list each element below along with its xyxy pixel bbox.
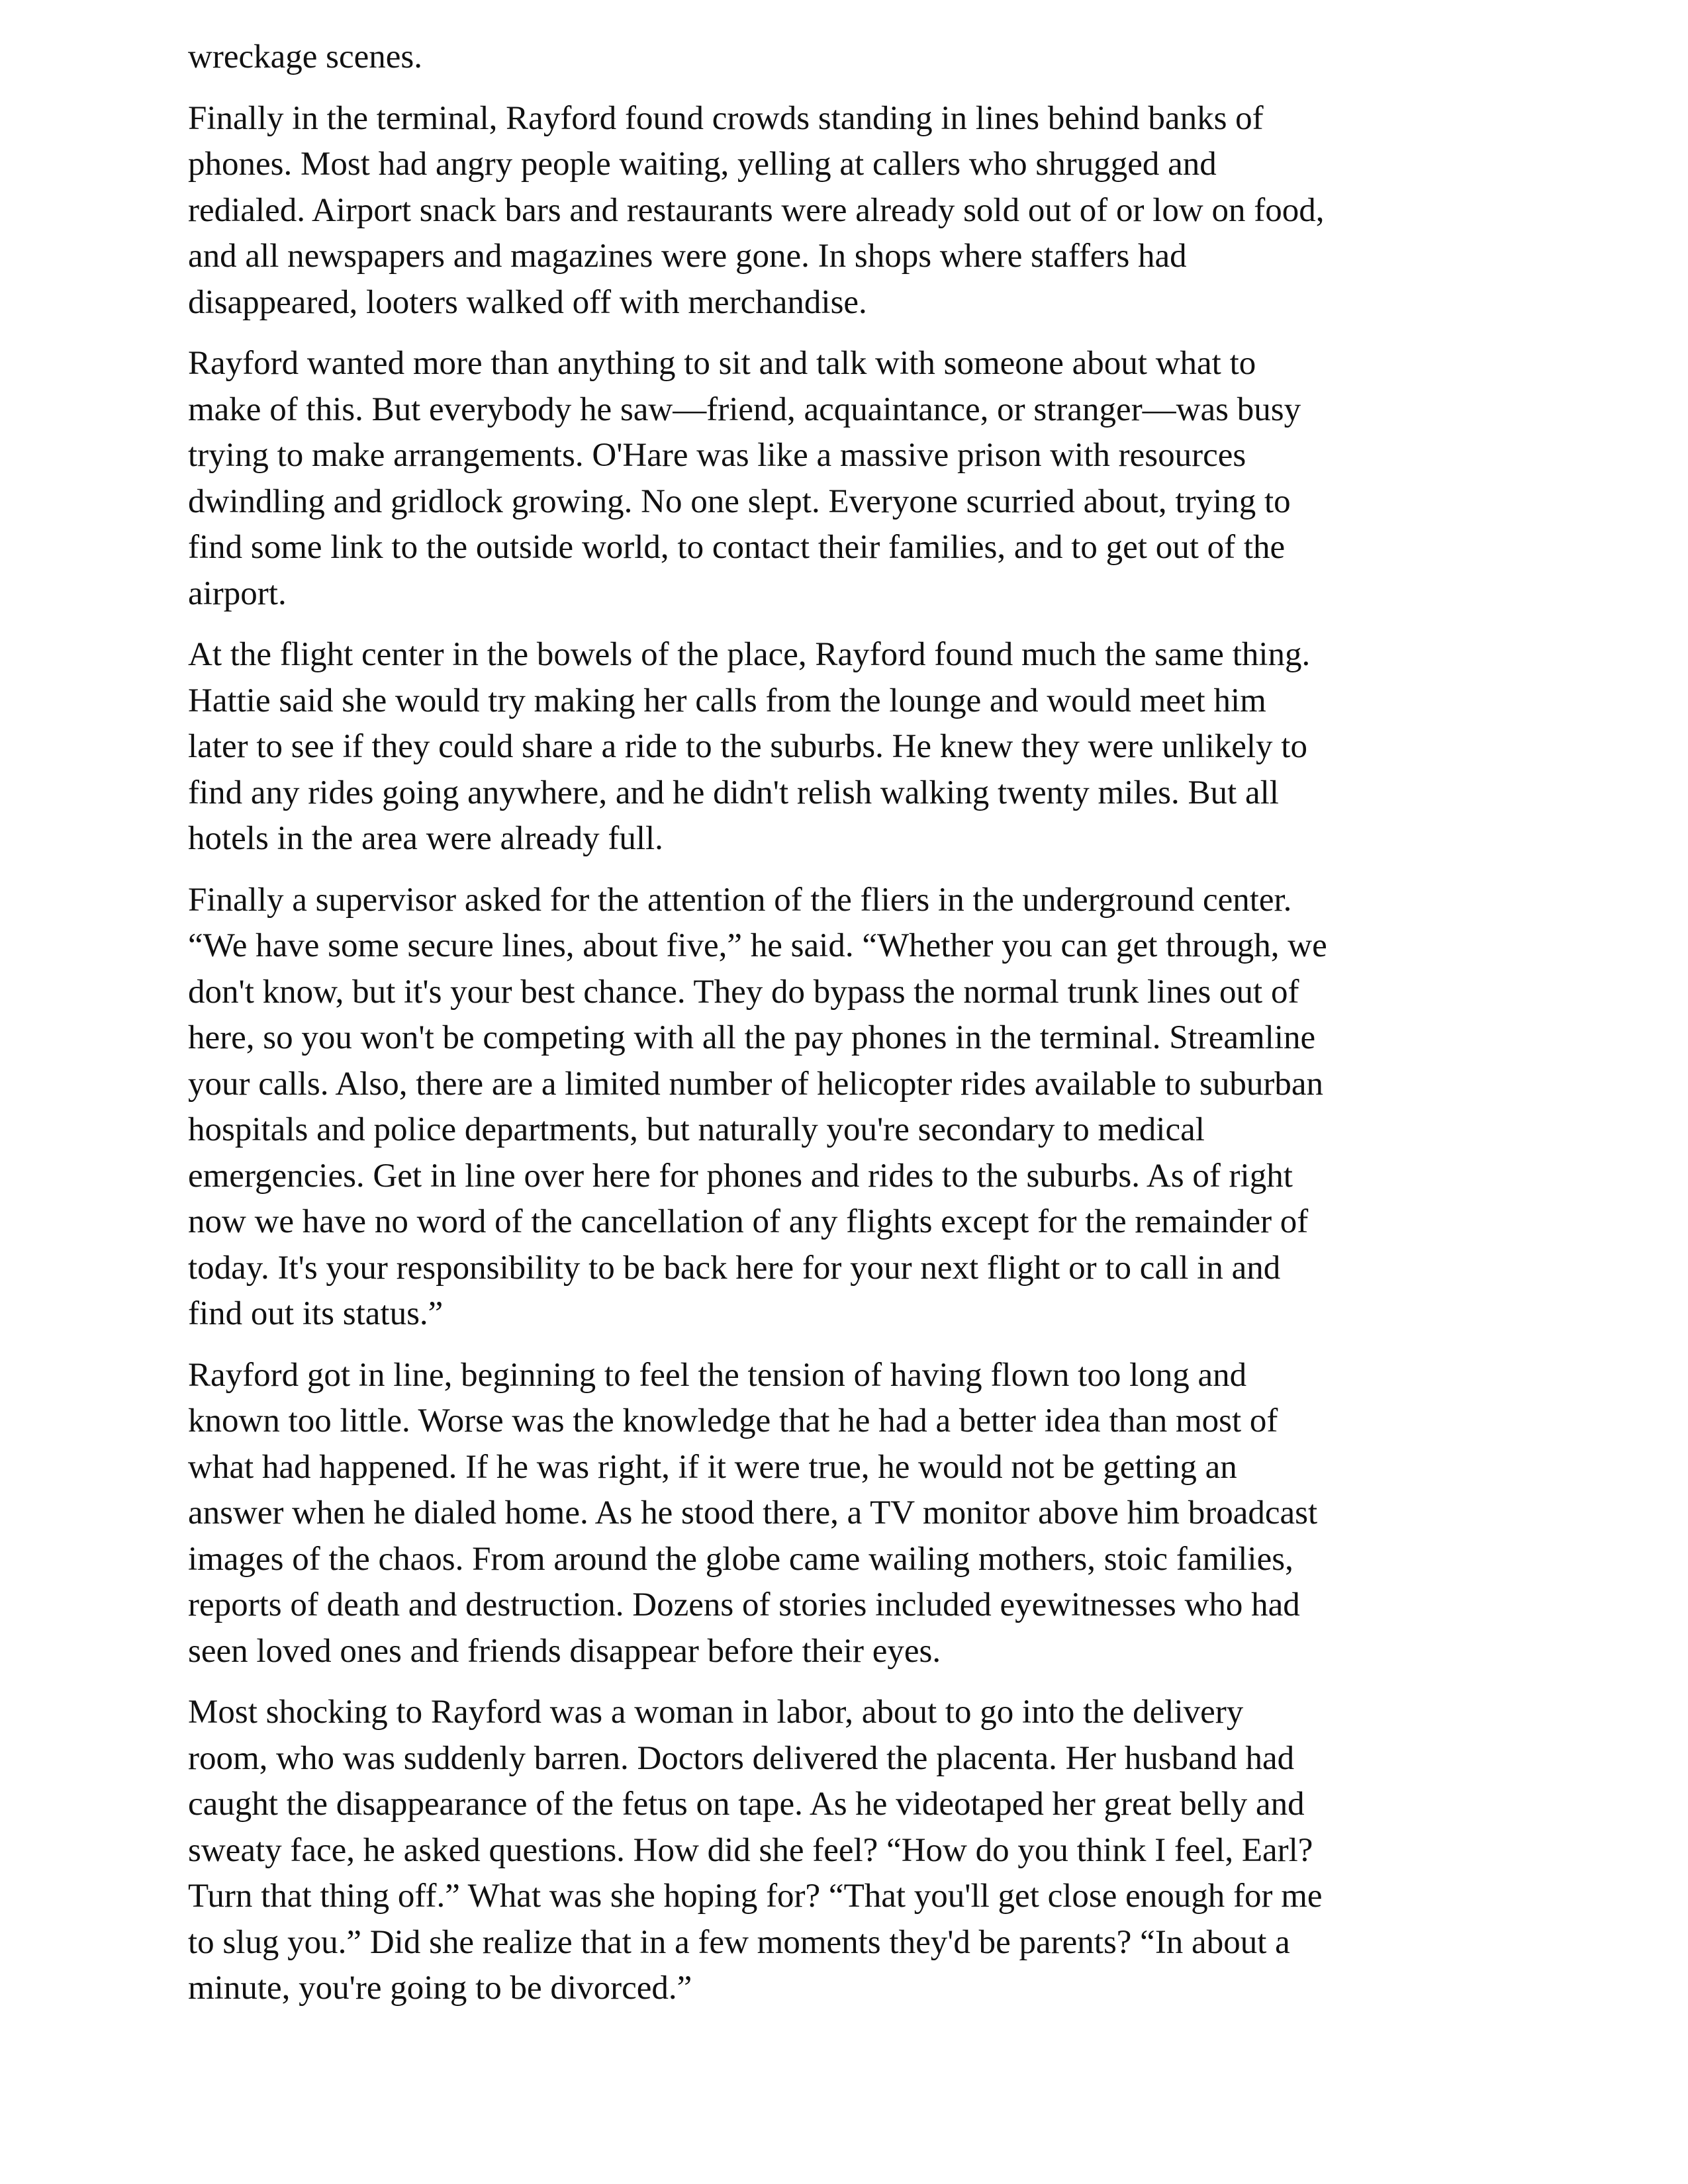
paragraph-3: Rayford wanted more than anything to sit and talk with someone about what to make of this. But everybody he saw—friend, acquaintance, or stranger—was busy trying to make arrangements. O'Hare was like a massive prison with resources dwindling and gridlock growing. No one slept. Everyone scurried about, trying to find some link to the outside world, to contact their families, and to get out of the airport. xyxy=(188,345,1301,612)
paragraph-6: Rayford got in line, beginning to feel the tension of having flown too long and known too little. Worse was the knowledge that he had a better idea than most of what had happened. If he was right, if it were true, he would not be getting an answer when he dialed home. As he stood there, a TV monitor above him broadcast images of the chaos. From around the globe came wailing mothers, stoic families, reports of death and destruction. Dozens of stories included eyewitnesses who had seen loved ones and friends disappear before their eyes. xyxy=(188,1356,1318,1670)
paragraph-4: At the flight center in the bowels of the place, Rayford found much the same thing. Hattie said she would try making her calls from the lounge and would meet him later to see if they could share a ride to the suburbs. He knew they were unlikely to find any rides going anywhere, and he didn't relish walking twenty miles. But all hotels in the area were already full. xyxy=(188,636,1311,857)
paragraph-5: Finally a supervisor asked for the attention of the fliers in the underground center. “We have some secure lines, about five,” he said. “Whether you can get through, we don't know, but it's your best chance. They do bypass the normal trunk lines out of here, so you won't be competing with all the pay phones in the terminal. Streamline your calls. Also, there are a limited number of helicopter rides available to suburban hospitals and police departments, but naturally you're secondary to medical emergencies. Get in line over here for phones and rides to the suburbs. As of right now we have no word of the cancellation of any flights except for the remainder of today. It's your responsibility to be back here for your next flight or to call in and find out its status.” xyxy=(188,881,1327,1332)
paragraph-1: wreckage scenes. xyxy=(188,38,422,75)
paragraph-2: Finally in the terminal, Rayford found crowds standing in lines behind banks of phones. Most had angry people waiting, yelling at callers who shrugged and redialed. Airport snack bars and restaurants were already sold out of or low on food, and all newspapers and magazines were gone. In shops where staffers had disappeared, looters walked off with merchandise. xyxy=(188,99,1325,321)
document-page xyxy=(188,34,1512,2027)
paragraph-7: Most shocking to Rayford was a woman in labor, about to go into the delivery room, who was suddenly barren. Doctors delivered the placenta. Her husband had caught the disappearance of the fetus on tape. As he videotaped her great belly and sweaty face, he asked questions. How did she feel? “How do you think I feel, Earl? Turn that thing off.” What was she hoping for? “That you'll get close enough for me to slug you.” Did she realize that in a few moments they'd be parents? “In about a minute, you're going to be divorced.” xyxy=(188,1694,1323,2007)
